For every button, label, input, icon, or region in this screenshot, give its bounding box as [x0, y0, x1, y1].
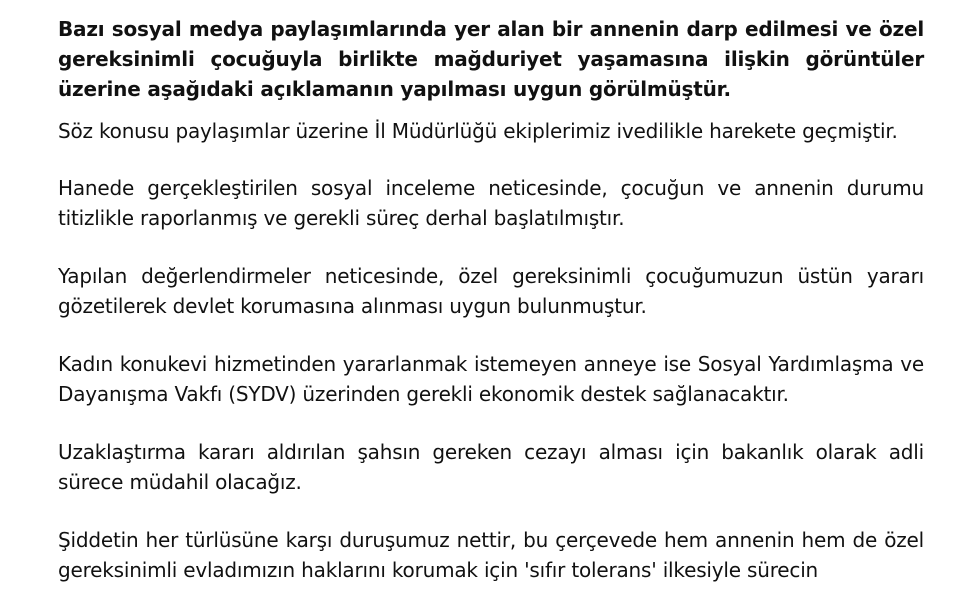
paragraph-6: Şiddetin her türlüsüne karşı duruşumuz nettir, bu çerçevede hem annenin hem de özel gereksinimli evladımızın haklarını korumak için 'sıfır tolerans' ilkesiyle sürecin — [58, 528, 924, 582]
lead-paragraph: Bazı sosyal medya paylaşımlarında yer alan bir annenin darp edilmesi ve özel gereksinimli çocuğuyla birlikte mağduriyet yaşamasına ilişkin görüntüler üzerine aşağıdaki açıklamanın yapılması uygun görülmüştür. — [58, 17, 924, 101]
paragraph-2: Hanede gerçekleştirilen sosyal inceleme neticesinde, çocuğun ve annenin durumu titizlikle raporlanmış ve gerekli süreç derhal başlatılmıştır. — [58, 176, 924, 230]
paragraph-1: Söz konusu paylaşımlar üzerine İl Müdürlüğü ekiplerimiz ivedilikle harekete geçmiştir. — [58, 119, 898, 143]
paragraph-4: Kadın konukevi hizmetinden yararlanmak istemeyen anneye ise Sosyal Yardımlaşma ve Dayanışma Vakfı (SYDV) üzerinden gerekli ekonomik destek sağlanacaktır. — [58, 352, 924, 406]
statement-body — [58, 14, 924, 600]
paragraph-5: Uzaklaştırma kararı aldırılan şahsın gereken cezayı alması için bakanlık olarak adli sürece müdahil olacağız. — [58, 440, 924, 494]
paragraph-3: Yapılan değerlendirmeler neticesinde, özel gereksinimli çocuğumuzun üstün yararı gözetilerek devlet korumasına alınması uygun bulunmuştur. — [58, 264, 924, 318]
